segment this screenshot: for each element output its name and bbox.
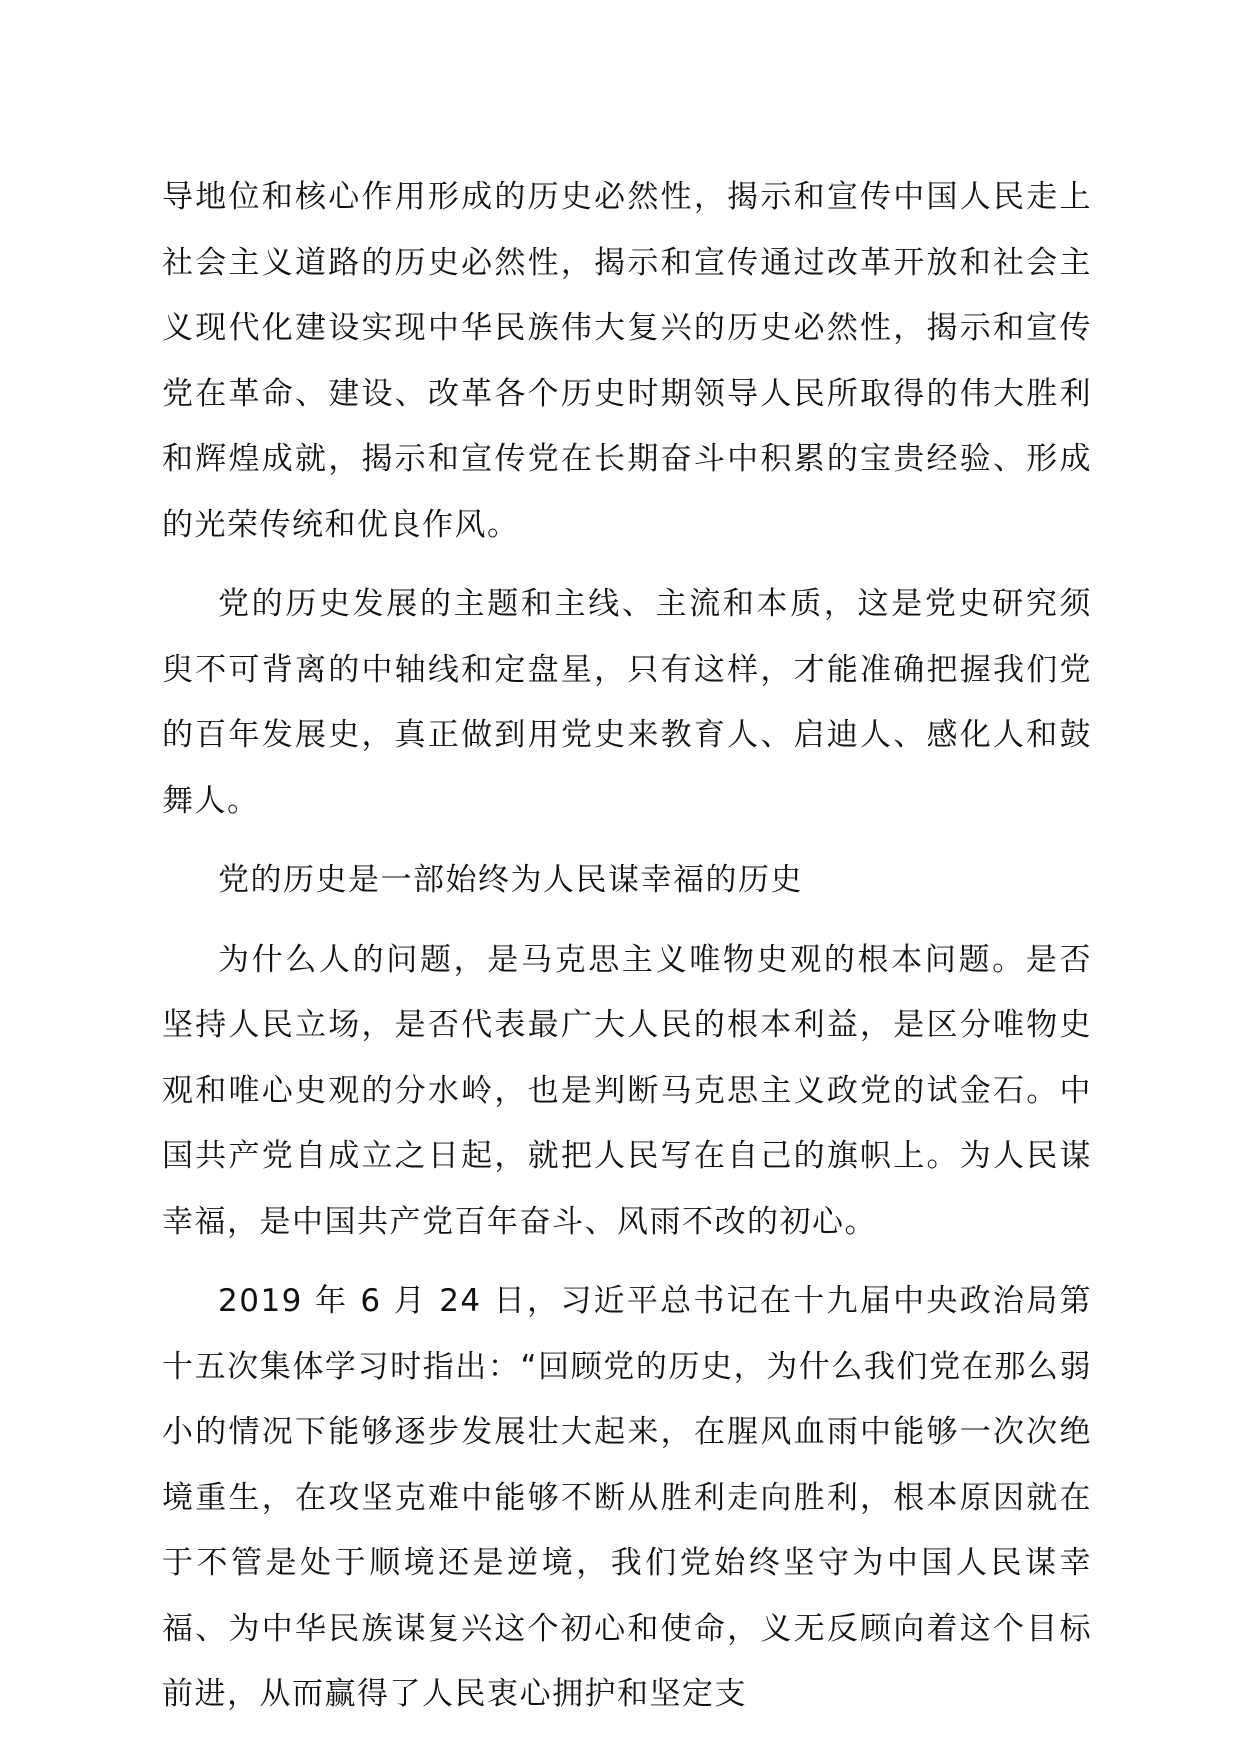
paragraph-quote: 2019 年 6 月 24 日，习近平总书记在十九届中央政治局第十五次集体学习时指出：“回顾党的历史，为什么我们党在那么弱小的情况下能够逐步发展壮大起来，在腥风血雨中能够一次次绝境重生，在攻坚克难中能够不断从胜利走向胜利，根本原因就在于不管是处于顺境还是逆境，我们党始终坚守为中国人民谋幸福、为中华民族谋复兴这个初心和使命，义无反顾向着这个目标前进，从而赢得了人民衷心拥护和坚定支: [162, 1283, 1092, 1712]
section-heading: 党的历史是一部始终为人民谋幸福的历史: [218, 862, 803, 898]
paragraph-people: 为什么人的问题，是马克思主义唯物史观的根本问题。是否坚持人民立场，是否代表最广大人民的根本利益，是区分唯物史观和唯心史观的分水岭，也是判断马克思主义政党的试金石。中国共产党自成立之日起，就把人民写在自己的旗帜上。为人民谋幸福，是中国共产党百年奋斗、风雨不改的初心。: [162, 941, 1092, 1240]
document-body: [162, 165, 1092, 1728]
paragraph-continuation: 导地位和核心作用形成的历史必然性，揭示和宣传中国人民走上社会主义道路的历史必然性，揭示和宣传通过改革开放和社会主义现代化建设实现中华民族伟大复兴的历史必然性，揭示和宣传党在革命、建设、改革各个历史时期领导人民所取得的伟大胜利和辉煌成就，揭示和宣传党在长期奋斗中积累的宝贵经验、形成的光荣传统和优良作风。: [162, 179, 1092, 543]
paragraph-main-theme: 党的历史发展的主题和主线、主流和本质，这是党史研究须臾不可背离的中轴线和定盘星，只有这样，才能准确把握我们党的百年发展史，真正做到用党史来教育人、启迪人、感化人和鼓舞人。: [162, 586, 1092, 819]
